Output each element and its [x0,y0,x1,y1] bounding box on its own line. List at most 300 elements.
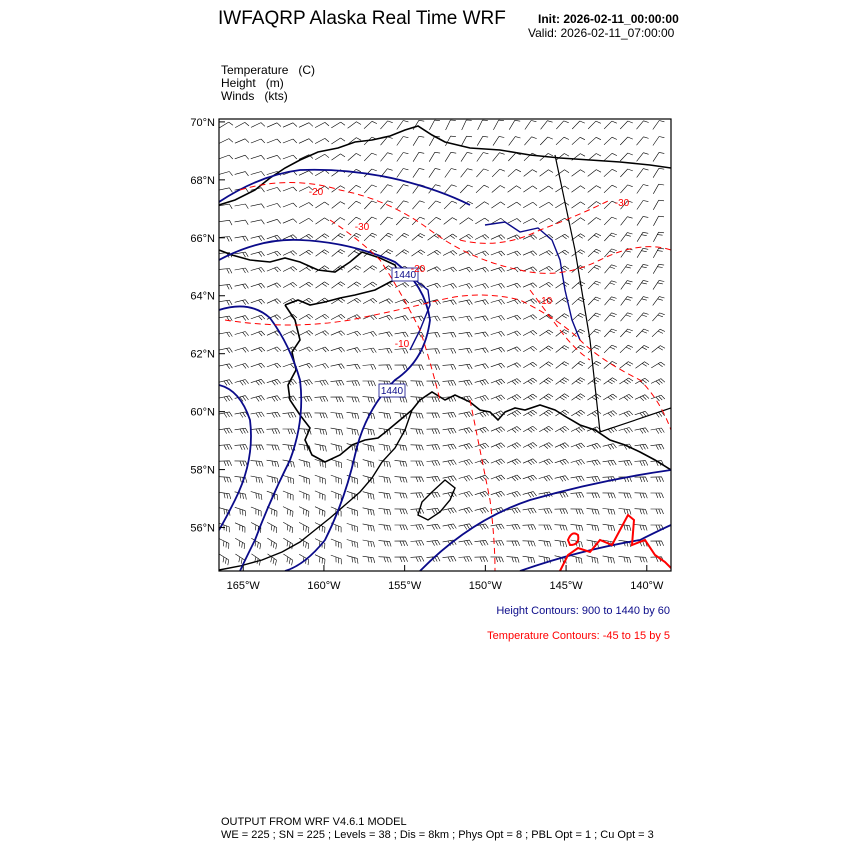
wind-barb [523,235,537,240]
wind-barb [348,201,361,209]
wind-barb [219,364,233,369]
wind-barb [315,397,328,402]
wind-barb [572,121,585,129]
wind-barb [653,248,664,258]
wind-barb [539,282,553,287]
temperature-legend: Temperature Contours: -45 to 15 by 5 [487,630,670,642]
wind-barb [316,250,329,256]
wind-barb [396,250,409,257]
wind-barb [603,394,617,400]
wind-barb [315,475,326,484]
wind-barb [541,121,553,130]
wind-barb [509,120,520,129]
wind-barb [620,153,633,161]
wind-barb [413,168,424,177]
wind-barb [251,315,265,320]
wind-barb [653,232,664,242]
wind-barb [621,233,633,242]
wind-barb [540,346,554,352]
wind-barb [363,348,377,353]
wind-barb [539,330,553,336]
wind-barb [219,172,233,176]
wind-barb [588,265,601,273]
wind-barb [331,428,343,435]
wind-barb [411,541,424,546]
wind-barb [235,204,249,209]
wind-barb [395,316,409,321]
wind-barb [523,186,537,192]
wind-barb [347,364,361,369]
wind-barb [316,234,330,240]
temp-label: -20 [308,187,324,198]
wind-barb [396,233,409,240]
wind-barb [651,477,664,482]
wind-barb [621,281,633,290]
wind-barb [491,347,505,352]
wind-barb [283,554,292,565]
wind-barb [315,170,329,176]
wind-barb [587,394,601,400]
wind-barb [475,540,489,545]
wind-barb [235,428,249,434]
wind-barb [315,314,329,319]
wind-barb [555,509,568,514]
wind-barb [445,185,457,193]
wind-barb [235,172,249,176]
wind-barb [619,509,632,515]
wind-barb [251,347,265,352]
wind-barb [299,460,310,468]
wind-barb [363,492,374,500]
wind-barb [283,155,297,159]
wind-barb [397,201,409,209]
wind-barb [475,332,489,337]
wind-barb [539,540,552,546]
wind-barb [283,507,293,517]
wind-barb [540,362,554,368]
wind-barb [443,267,457,272]
wind-barb [588,218,601,225]
wind-barb [571,410,585,416]
seward-coast [219,250,400,305]
wind-barb [428,201,441,209]
river-yukon [485,222,580,340]
wind-barb [316,282,330,288]
wind-barb [539,459,553,465]
wind-barb [572,394,586,400]
wind-barb [395,477,408,483]
wind-barb [507,541,520,546]
wind-barb [491,427,505,433]
wind-barb [572,361,585,368]
init-time: Init: 2026-02-11_00:00:00 [538,12,679,26]
lon-label: 140°W [630,580,664,592]
wind-barb [315,364,329,369]
wind-barb [299,250,313,256]
wind-barb [235,538,245,549]
wind-barb [397,185,409,194]
wind-barb [539,475,553,481]
wind-barb [251,492,262,500]
field-unit: (kts) [264,89,288,103]
wind-barb [620,169,633,177]
contour-layer [219,170,671,571]
wind-barb [571,509,584,514]
wind-barb [604,169,617,176]
wind-barb [444,218,457,225]
wind-barb [475,300,489,305]
wind-barb [507,557,520,563]
wind-barb [620,121,633,129]
wind-barb [459,476,473,482]
wind-barb [635,509,648,515]
wind-barb [363,282,377,288]
wind-barb [283,251,297,256]
wind-barb [331,331,345,336]
wind-barb [363,556,375,563]
wind-barb [523,556,535,563]
wind-barb [379,299,393,304]
height-contour [219,170,470,205]
wind-barb [427,381,440,386]
wind-barb [459,557,472,562]
wind-barb [507,475,521,481]
wind-barb [507,251,521,256]
wind-barb [427,445,440,450]
wind-barb [364,266,377,273]
wind-barb [427,332,441,337]
wind-barb [588,137,601,144]
wind-barb [603,493,616,498]
wind-barb [540,378,554,384]
wind-barb [395,365,408,370]
wind-barb [603,524,615,531]
wind-barb [267,412,281,417]
wind-barb [443,300,457,305]
field-name: Height [221,76,256,90]
wind-barb [267,203,281,207]
wind-barb [379,508,391,515]
wind-barb [379,525,392,531]
wind-barb [251,139,265,143]
wind-barb [653,200,664,210]
wind-barb [364,185,377,193]
wind-barb [395,557,408,562]
wind-barb [523,443,537,449]
wind-barb [653,216,664,226]
wind-barb [267,251,281,256]
wind-barb [427,283,441,288]
wind-barb [251,299,265,304]
wind-barb [604,313,616,321]
wind-barb [653,264,664,273]
wind-barb [588,297,601,305]
wind-barb [219,300,233,305]
wind-barb [491,316,505,321]
wind-barb [395,509,408,514]
wind-barb [652,313,664,321]
wind-barb [653,297,665,306]
wind-barb [348,153,361,160]
wind-barb [235,332,249,337]
wind-barb [235,284,249,289]
wind-barb [475,364,489,369]
wind-barb [637,201,649,210]
wind-barb [539,202,553,208]
wind-barb [364,121,377,128]
wind-barb [411,525,424,530]
wind-barb [556,394,570,400]
wind-barb [475,235,489,240]
wind-barb [587,460,601,466]
wind-barb [380,121,392,129]
wind-barb [492,186,505,193]
wind-barb [235,316,249,321]
wind-barb [347,298,361,304]
wind-barb [411,365,424,370]
wind-barb [331,314,345,319]
wind-barb [619,460,633,465]
height-label-text: 1440 [380,386,404,397]
wind-barb [637,232,648,241]
wind-barb [315,202,329,208]
wind-barb [492,169,505,177]
wind-barb [539,410,553,416]
wind-barb [588,361,601,368]
lon-label: 150°W [468,580,502,592]
wind-barb [219,477,232,483]
wind-barb [459,380,473,386]
wind-barb [331,364,345,369]
wind-barb [491,283,505,288]
wind-barb [459,492,473,498]
wind-barb [588,329,601,337]
wind-barb [411,477,424,482]
wind-barb [493,136,504,145]
wind-barb [478,120,488,130]
wind-barb [299,522,309,533]
wind-barb [539,186,553,192]
wind-barb [508,186,521,193]
wind-barb [267,460,279,467]
wind-barb [363,397,376,403]
wind-barb [620,185,632,193]
wind-barb [427,429,440,434]
temp-label: -30 [354,222,370,233]
wind-barb [604,137,617,145]
wind-barb [427,365,440,370]
wind-barb [523,508,537,513]
wind-barb [605,265,617,273]
wind-barb [219,269,232,274]
wind-barb [555,459,569,465]
wind-barb [555,426,569,432]
wind-barb [604,361,617,368]
lat-label: 66°N [190,232,215,245]
wind-barb [395,283,409,288]
wind-barb [475,443,489,449]
wind-barb [347,523,358,532]
wind-barb [267,299,281,304]
wind-barb [621,297,633,306]
wind-barb [443,444,457,450]
wind-barb [427,250,441,256]
kodiak-island [418,480,455,520]
wind-barb [251,172,265,176]
wind-barb [427,413,440,418]
wind-barb [251,220,265,224]
wind-barb [397,153,409,162]
wind-barb [539,443,553,449]
border-line [555,155,671,432]
wind-barb [219,220,233,225]
wind-barb [429,120,440,130]
wind-barb [491,557,504,562]
wind-barb [459,267,473,272]
wind-barb [555,540,567,547]
wind-barb [347,540,358,548]
wind-barb [411,557,424,562]
wind-barb [427,349,440,354]
wind-barb [491,363,505,368]
wind-barb [283,282,297,287]
wind-barb [363,444,375,452]
wind-barb [413,152,424,161]
wind-barb [347,315,361,320]
wind-barb [267,379,281,385]
wind-barb [572,378,585,385]
wind-barb [651,428,665,434]
wind-barb [636,329,649,337]
wind-barb [459,300,473,305]
valid-time: Valid: 2026-02-11_07:00:00 [528,26,675,40]
wind-barb [219,155,233,159]
wind-barb [429,152,440,161]
wind-barb [219,492,231,499]
wind-barb [251,412,265,418]
wind-barb [587,410,601,416]
wind-barb [603,556,615,564]
wind-barb [412,250,426,256]
wind-barb [332,250,345,257]
wind-barb [443,412,457,417]
wind-barb [348,185,361,192]
wind-barb [637,297,649,306]
wind-barb [380,217,393,225]
wind-barb [556,121,568,129]
wind-barb [635,557,648,563]
wind-barb [299,203,313,208]
wind-barb [412,201,424,209]
wind-barb [619,378,633,384]
wind-barb [219,539,229,549]
wind-barb [507,235,521,240]
wind-barb [219,348,233,353]
wind-barb [251,363,265,368]
wind-barb [620,329,633,337]
wind-barb [459,540,473,546]
wind-barb [347,556,358,564]
wind-barb [315,122,329,127]
wind-barb [331,397,344,402]
wind-barb [299,218,313,223]
wind-barb [283,219,297,223]
wind-barb [332,154,346,160]
wind-barb [348,266,361,273]
wind-barb [491,475,505,481]
wind-barb [443,332,457,337]
wind-barb [477,136,488,145]
wind-barb [508,169,521,176]
wind-barb [637,216,648,225]
wind-barb [363,428,375,436]
wind-barb [219,461,232,466]
wind-barb [604,233,617,241]
wind-barb [620,137,633,145]
wind-barb [475,475,489,481]
wind-barb [460,185,473,193]
wind-barb [395,332,409,337]
wind-barb [509,137,521,146]
wind-barb [635,477,648,482]
wind-barb [523,330,537,335]
wind-barb [620,345,633,353]
wind-barb [219,412,233,418]
wind-barb [635,525,648,531]
wind-barb [636,362,650,368]
wind-barb [347,331,361,336]
temp-label: -30 [614,198,630,209]
wind-barb [459,316,473,321]
wind-barb [459,460,473,466]
wind-barb [556,170,570,176]
wind-barb [651,541,664,546]
wind-barb [507,267,521,272]
wind-barb [653,280,664,289]
wind-barb [475,380,489,386]
wind-barb [523,346,537,351]
wind-barb [315,444,327,452]
wind-barb [637,153,649,162]
wind-barb [251,331,265,336]
wind-barb [427,476,441,481]
lat-label: 68°N [190,174,215,187]
height-label-text: 1440 [393,270,417,281]
wind-barb [219,237,233,242]
wind-barb [443,556,457,561]
wind-barb [283,267,297,272]
wind-barb [219,445,233,450]
wind-barb [267,235,281,240]
wind-barb [219,428,233,434]
wind-barb [637,185,649,194]
wind-barb [476,169,488,177]
wind-barb [571,443,585,449]
wind-barb [251,461,264,467]
wind-barb [556,362,569,369]
wind-barb [459,284,473,289]
wind-barb [475,218,489,224]
wind-barb [459,332,473,337]
wind-barb [331,459,342,468]
wind-barb [651,493,664,498]
wind-barb [603,460,617,466]
wind-barb [428,217,441,224]
wind-barb [523,475,537,481]
wind-barb [507,347,521,352]
wind-barb [491,251,505,256]
wind-barb [396,217,409,225]
